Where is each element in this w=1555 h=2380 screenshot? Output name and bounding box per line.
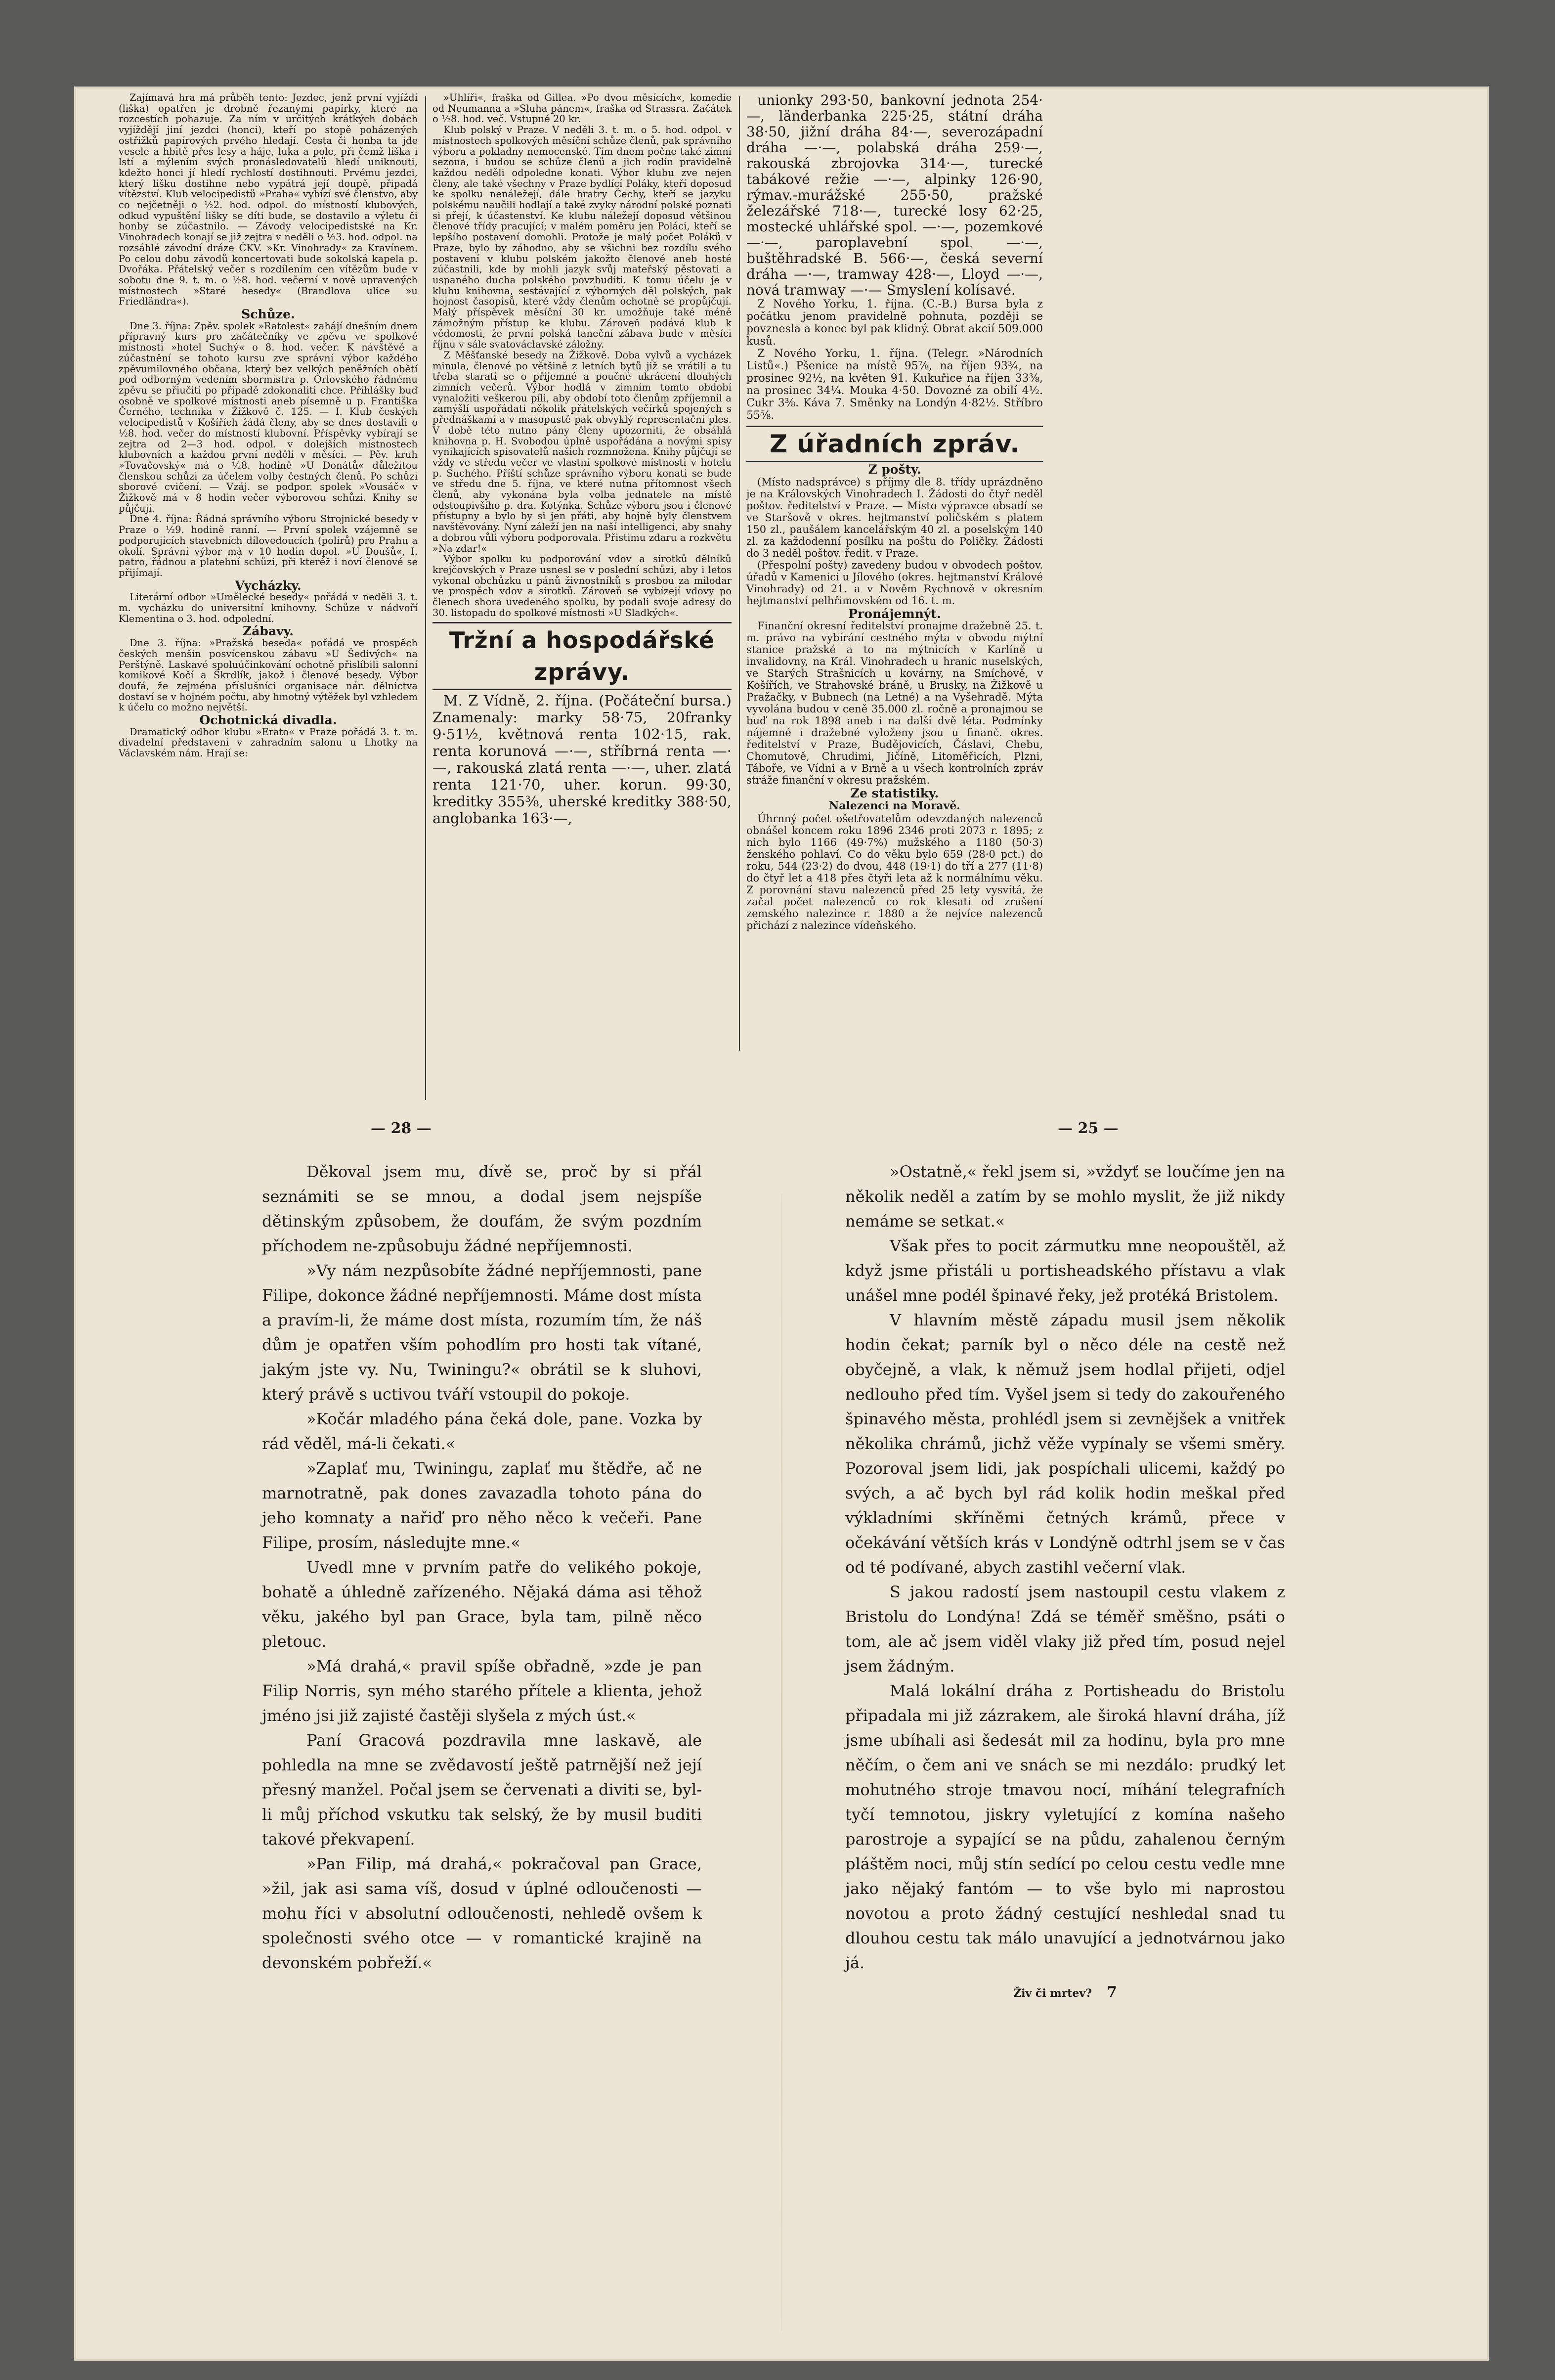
official-news-heading: Z úřadních zpráv.: [746, 426, 1043, 462]
article-paragraph: Zajímavá hra má průběh tento: Jezdec, jenž první vyjíždí (liška) opatřen je drobně řezanými papírky, které na rozcestích pohazuje. Za ním v určitých krátkých dobách vyjíždějí jiní jezdci (honci), kteří po stopě poházených ostřižků papírových prvého hledají. Cesta či honba ta jde vesele a hbitě přes lesy a háje, luka a pole, při čemž liška i lstí a mýlením svých pronásledovatelů hledí uniknouti, kdežto honci jí hledí rychlostí dostihnouti. Prvému jezdci, který lišku dostihne nebo vypátrá její doupě, připadá vítězství. Klub velocipedistů »Praha« vybízí své členstvo, aby co nejčetněji o ½2. hod. odpol. do místností klubových, odkud vypuštění lišky se díti bude, se dostavilo a výletu či honby se zúčastnilo. — Závody velocipedistské na Kr. Vinohradech konají se již zejtra v neděli o ½3. hod. odpol. na rozsáhlé závodní dráze ČKV. »Kr. Vinohrady« za Kravínem. Po celou dobu závodů koncertovati bude sokolská kapela p. Dvořáka. Přátelský večer s rozdílením cen vítězům bude v sobotu dne 9. t. m. o ½8. hod. večerní v nově upravených místnostech »Staré besedy« (Brandlova ulice »u Friedländra«).: [119, 92, 418, 308]
book-paragraph: Však přes to pocit zármutku mne neopouštěl, až když jsme přistáli u portisheadského přístavu a vlak unášel mne podél špinavé řeky, jež protéká Bristolem.: [845, 1236, 1285, 1305]
right-page-number: — 25 —: [1058, 1120, 1119, 1137]
article-paragraph: Úhrnný počet ošetřovatelům odevzdaných nalezenců obnášel koncem roku 1896 2346 proti 2073 r. 1895; z nich bylo 1166 (49·7%) mužského a 1180 (50·3) ženského pohlaví. Co do věku bylo 659 (28·0 pct.) do roku, 544 (23·2) do dvou, 448 (19·1) do tří a 277 (11·8) do čtyř let a 418 přes čtyři leta až k normálnímu věku. Z porovnání stavu nalezenců před 25 lety vysvítá, že začal počet nalezenců co rok klesati od zrušení zemského nalezince r. 1880 a že nejvíce nalezenců přichází z nalezince vídeňského.: [746, 812, 1043, 931]
left-book-page: [262, 1159, 702, 1975]
column-rule: [739, 96, 740, 1051]
section-heading: Schůze.: [241, 307, 295, 322]
article-paragraph: Z Měšťanské besedy na Žižkově. Doba vylvů a vycházek minula, členové po většině z letních bytů již se vrátili a tu třeba starati se o přijemné a poučné ukrácení dlouhých zimních večerů. Výbor hodlá v zimním tomto období vynaložiti veškerou píli, aby období toto členům zpříjemnil a zamýšlí uspořádati několik přátelských večírků spojených s přednáškami a v masopustě pak obvyklý representační ples. V době této nutno pány členy upozorniti, že obsáhlá knihovna p. H. Svobodou úplně uspořádána a novými spisy vynikajících spisovatelů našich rozmnožena. Knihy půjčují se vždy ve středu večer ve vlastní spolkové místnosti v hotelu p. Suchého. Příští schůze správního výboru konati se bude ve středu dne 5. října, ve které nutna přítomnost všech členů, aby vykonána byla volba jednatele na místě odstoupivšího p. dra. Kotýnka. Schůze výboru jsou i členové přístupny a bylo by si jen přáti, aby hojně byly členstvem navštěvovány. Nyní záleží jen na naší intelligenci, aby snahy a dobrou vůli výboru podporovala. Přistimu zdaru a rozkvětu »Na zdar!«: [432, 349, 732, 554]
section-heading: Z pošty.: [868, 462, 921, 477]
section-heading: Ochotnická divadla.: [199, 713, 337, 728]
article-paragraph: (Přespolní pošty) zavedeny budou v obvodech poštov. úřadů v Kamenici u Jílového (okres. hejtmanství Králové Vinohrady) od 21. a v Nověm Rychnově v okresním hejtmanství pelhřimovském od 16. t. m.: [746, 559, 1043, 607]
sheet-number: 7: [1107, 1983, 1117, 2001]
book-paragraph: »Má drahá,« pravil spíše obřadně, »zde je pan Filip Norris, syn mého starého přítele a klienta, jehož jméno jsi již zajisté častěji slyšela z mých úst.«: [262, 1657, 702, 1725]
market-news-heading: Tržní a hospodářské zprávy.: [432, 622, 732, 690]
book-paragraph: Malá lokální dráha z Portisheadu do Bristolu připadala mi již zázrakem, ale široká hlavní dráha, jíž jsme ubíhali asi šedesát mil za hodinu, byla pro mne něčím, o čem ani ve snách se mi nezdálo: prudký let mohutného stroje tmavou nocí, míhání telegrafních tyčí temnotou, jiskry vyletující z komína našeho parostroje a sypající se na půdu, zahalenou černým pláštěm noci, můj stín sedící po celou cestu vedle mne jako nějaký fantóm — to vše bylo mi naprostou novotou a proto žádný cestující neshledal snad tu dlouhou cestu tak málo unavující a jednotvárnou jako já.: [845, 1681, 1285, 1972]
article-paragraph: Výbor spolku ku podporování vdov a sirotků dělníků krejčovských v Praze usnesl se v poslední schůzi, aby i letos vykonal obchůzku u pánů živnostníků s prosbou za milodar ve prospěch vdov a sirotků. Zároveň se vybízejí vdovy po členech shora uvedeného spolku, by podali svoje adresy do 30. listopadu do spolkové místnosti »U Sladkých«.: [432, 553, 732, 618]
book-paragraph: »Kočár mladého pána čeká dole, pane. Vozka by rád věděl, má-li čekati.«: [262, 1410, 702, 1453]
right-book-page: [845, 1159, 1285, 2006]
newspaper-sheet: [74, 87, 1489, 2361]
article-paragraph: (Místo nadsprávce) s příjmy dle 8. třídy uprázdněno je na Královských Vinohradech I. Žádosti do čtyř neděl poštov. ředitelství v Praze. — Místo výpravce obsadí se ve Staršově v okres. hejtmanství poličském s platem 150 zl., paušálem kancelářským 40 zl. a poselským 140 zl. za každodenní posílku na poštu do Poličky. Žádosti do 3 neděl poštov. ředit. v Praze.: [746, 476, 1043, 559]
left-page-number: — 28 —: [371, 1120, 432, 1137]
article-paragraph: Dramatický odbor klubu »Erato« v Praze pořádá 3. t. m. divadelní představení v zahradním salonu u Lhotky na Václavském nám. Hrají se:: [119, 726, 418, 759]
news-column-1: [119, 92, 418, 759]
news-column-2: [432, 92, 732, 827]
book-paragraph: »Pan Filip, má drahá,« pokračoval pan Grace, »žil, jak asi sama víš, dosud v úplné odloučenosti — mohu říci v absolutní odloučenosti, nehledě ovšem k společnosti svého otce — v romantické krajině na devonském pobřeží.«: [262, 1854, 702, 1972]
signature-title: Živ či mrtev?: [1013, 1987, 1092, 2000]
article-paragraph: Dne 4. října: Řádná správního výboru Strojnické besedy v Praze o ½9. hodině ranní. — První spolek vzájemně se podporujících stavebních dílovedoucích (polírů) pro Prahu a okolí. Správní výbor má v 10 hodin dopol. »U Doušů«, I. patro, řádnou a platební schůzi, při kteréž i noví členové se přijímají.: [119, 513, 418, 578]
section-heading: Vycházky.: [235, 578, 302, 593]
article-paragraph: M. Z Vídně, 2. října. (Počáteční bursa.) Znamenaly: marky 58·75, 20franky 9·51½, květnová renta 102·15, rak. renta korunová —·—, stříbrná renta —·—, rakouská zlatá renta —·—, uher. zlatá renta 121·70, uher. korun. 99·30, kreditky 355⅜, uherské kreditky 388·50, anglobanka 163·—,: [432, 692, 732, 827]
page-fold: [781, 1194, 782, 2331]
news-column-3: [746, 92, 1043, 931]
book-paragraph: »Ostatně,« řekl jsem si, »vždyť se loučíme jen na několik neděl a zatím by se mohlo myslit, že již nikdy nemáme se setkat.«: [845, 1162, 1285, 1231]
section-heading: Ze statistiky.: [850, 786, 939, 801]
column-rule: [425, 96, 426, 1100]
section-subheading: Nalezenci na Moravě.: [829, 799, 960, 813]
article-paragraph: Literární odbor »Umělecké besedy« pořádá v neděli 3. t. m. vycházku do universitní knihovny. Schůze v nádvoří Klementina o 3. hod. odpolední.: [119, 591, 418, 624]
book-footer: [845, 1975, 1285, 2006]
book-paragraph: »Zaplať mu, Twiningu, zaplať mu štědře, ač ne marnotratně, pak dones zavazadla tohoto pána do jeho komnaty a nařiď pro něho něco k večeři. Pane Filipe, prosím, následujte mne.«: [262, 1459, 702, 1552]
article-paragraph: Z Nového Yorku, 1. října. (C.-B.) Bursa byla z počátku jenom pravidelně pohnuta, později se povznesla a konec byl pak klidný. Obrat akcií 509.000 kusů.: [746, 298, 1043, 348]
article-paragraph: Dne 3. října: »Pražská beseda« pořádá ve prospěch českých menšin posvícenskou zábavu »U Šedivých« na Perštýně. Laskavé spoluúčinkování ochotně přislíbili salonní komikové Kočí a Škrdlík, jakož i členové besedy. Výbor doufá, že zejména příslušníci organisace nár. dělnictva dostaví se v hojném počtu, aby hmotný výtěžek byl vzhledem k účelu co možno největší.: [119, 637, 418, 713]
section-heading: Pronájemnýt.: [848, 606, 941, 621]
book-paragraph: Děkoval jsem mu, dívě se, proč by si přál seznámiti se se mnou, a dodal jsem nejspíše dětinským způsobem, že doufám, že svým pozdním příchodem ne-způsobuju žádné nepříjemnosti.: [262, 1162, 702, 1255]
article-paragraph: »Uhlíři«, fraška od Gillea. »Po dvou měsících«, komedie od Neumanna a »Sluha pánem«, fraška od Strassra. Začátek o ½8. hod. več. Vstupné 20 kr.: [432, 92, 732, 125]
book-paragraph: »Vy nám nezpůsobíte žádné nepříjemnosti, pane Filipe, dokonce žádné nepříjemnosti. Máme dost místa a pravím-li, že máme dost místa, rozumím tím, že náš dům je opatřen vším pohodlím pro hosti tak vítané, jakým jste vy. Nu, Twiningu?« obrátil se k sluhovi, který právě s uctivou tváří vstoupil do pokoje.: [262, 1261, 702, 1404]
book-paragraph: V hlavním městě západu musil jsem několik hodin čekat; parník byl o něco déle na cestě než obyčejně, a vlak, k němuž jsem hodlal přijeti, odjel nedlouho před tím. Vyšel jsem si tedy do zakouřeného špinavého města, prohlédl jsem si zevnějšek a vnitřek několika chrámů, jichž věže vypínaly se všemi směry. Pozoroval jsem lidi, jak pospíchali ulicemi, každý po svých, a ač bych byl rád kolik hodin meškal před výkladními skříněmi četných krámů, přece v očekávání větších krás v Londýně odtrhl jsem se v čas od té podívané, abych zastihl večerní vlak.: [845, 1311, 1285, 1577]
article-paragraph: Finanční okresní ředitelství pronajme dražebně 25. t. m. právo na vybírání cestného mýta v obvodu mýtní stanice pražské a to na mýtnicích v Karlíně u invalidovny, na Král. Vinohradech u hranic nuselských, ve Starých Strašnicích u kovárny, na Smíchově, v Košířích, ve Strahovské bráně, u Brusky, na Žižkově u Pražačky, v Bubnech (na Letné) a na Vyšehradě. Mýta vyvolána budou v ceně 35.000 zl. ročně a pronajmou se buď na rok 1898 aneb i na další dvě léta. Podmínky nájemné i dražebné vyloženy jsou u finanč. okres. ředitelství v Praze, Budějovicích, Čáslavi, Chebu, Chomutově, Chrudimi, Jičíně, Litoměřicích, Plzni, Táboře, ve Vídni a v Brně a u všech kontrolních zpráv stráže finanční v okresu pražském.: [746, 620, 1043, 787]
book-paragraph: Uvedl mne v prvním patře do velikého pokoje, bohatě a úhledně zařízeného. Nějaká dáma asi těhož věku, jakého byl pan Grace, byla tam, pilně něco pletouc.: [262, 1558, 702, 1651]
article-paragraph: Z Nového Yorku, 1. října. (Telegr. »Národních Listů«.) Pšenice na místě 95⅞, na říjen 93¾, na prosinec 92½, na květen 91. Kukuřice na říjen 33⅜, na prosinec 34¼. Mouka 4·50. Dovozné za obilí 4½. Cukr 3⅜. Káva 7. Směnky na Londýn 4·82½. Stříbro 55⅝.: [746, 348, 1043, 422]
book-paragraph: S jakou radostí jsem nastoupil cestu vlakem z Bristolu do Londýna! Zdá se téměř směšno, psáti o tom, ale ač jsem viděl vlaky již před tím, posud nejel jsem žádným.: [845, 1583, 1285, 1675]
article-paragraph: Klub polský v Praze. V neděli 3. t. m. o 5. hod. odpol. v místnostech spolkových měsíční schůze členů, pak správního výboru a pokladny nemocenské. Tím dnem počne také zimní sezona, i budou se schůze členů a jich rodin pravidelně každou neděli odpoledne konati. Výbor klubu zve nejen členy, ale také všechny v Praze bydlící Poláky, kteří doposud ke spolku nenáležejí, dále bratry Čechy, kteří se jazyku polskému naučili hodlají a také zvyky národní polské poznati si přejí, k účastenství. Ke klubu náležejí doposud většinou členové třídy pracující; v malém poměru jen Poláci, kteří se lepšího postavení domohli. Protože je malý počet Poláků v Praze, bylo by záhodno, aby se všichni bez rozdílu svého postavení v klubu polském jakožto členové aneb hosté zúčastnili, kde by mohli jazyk svůj mateřský pěstovati a uspaného ducha polského povzbuditi. K tomu účelu je v klubu knihovna, sestávající z výborných děl polských, pak hojnost časopisů, které vždy členům ochotně se propůjčují. Malý příspěvek měsíční 30 kr. umožňuje také méně zámožným přístup ke klubu. Zároveň podává klub k vědomosti, že první polská taneční zábava bude v měsíci říjnu v sále svatováclavské záložny.: [432, 124, 732, 351]
section-heading: Zábavy.: [242, 624, 294, 639]
article-paragraph: Dne 3. října: Zpěv. spolek »Ratolest« zahájí dnešním dnem přípravný kurs pro začátečníky ve zpěvu ve spolkové místnosti »hotel Suchý« o 8. hod. večer. K návštěvě a zúčastnění se tohoto kursu zve správní výbor každého zpěvumilovného občana, který bez velkých peněžních obětí pod odborným vedením sbormistra p. Orlovského řádnému zpěvu se přiučiti po případě zdokonaliti chce. Přihlášky buď osobně ve spolkové místnosti aneb písemně u p. Františka Černého, technika v Žižkově č. 125. — I. Klub českých velocipedistů v Košířích žádá členy, aby se dnes dostavili o ½8. hod. večer do místností klubovní. Příspěvky vybírají se zejtra od 2—3 hod. odpol. v dolejších místnostech klubovních a každou první neděli v měsíci. — Pěv. kruh »Tovačovský« má o ½8. hodině »U Donátů« důležitou členskou schůzi za účelem volby čestných členů. Po schůzi sborové cvičení. — Vzáj. se podpor. spolek »Vousáč« v Žižkově má v 8 hodin večer výborovou schůzi. Knihy se půjčují.: [119, 320, 418, 514]
book-paragraph: Paní Gracová pozdravila mne laskavě, ale pohledla na mne se zvědavostí ještě patrnější než její přesný manžel. Počal jsem se červenati a diviti se, byl-li můj příchod vskutku tak selský, že by musil buditi takové překvapení.: [262, 1731, 702, 1849]
article-paragraph: unionky 293·50, bankovní jednota 254·—, länderbanka 225·25, státní dráha 38·50, jižní dráha 84·—, severozápadní dráha —·—, polabská dráha 259·—, rakouská zbrojovka 314·—, turecké tabákové režie —·—, alpinky 126·90, rýmav.-murážské 255·50, pražské železářské 718·—, turecké losy 62·25, mostecké uhlářské spol. —·—, pozemkové —·—, paroplavební spol. —·—, buštěhradské B. 566·—, česká severní dráha —·—, tramway 428·—, Lloyd —·—, nová tramway —·— Smyslení kolísavé.: [746, 92, 1043, 298]
